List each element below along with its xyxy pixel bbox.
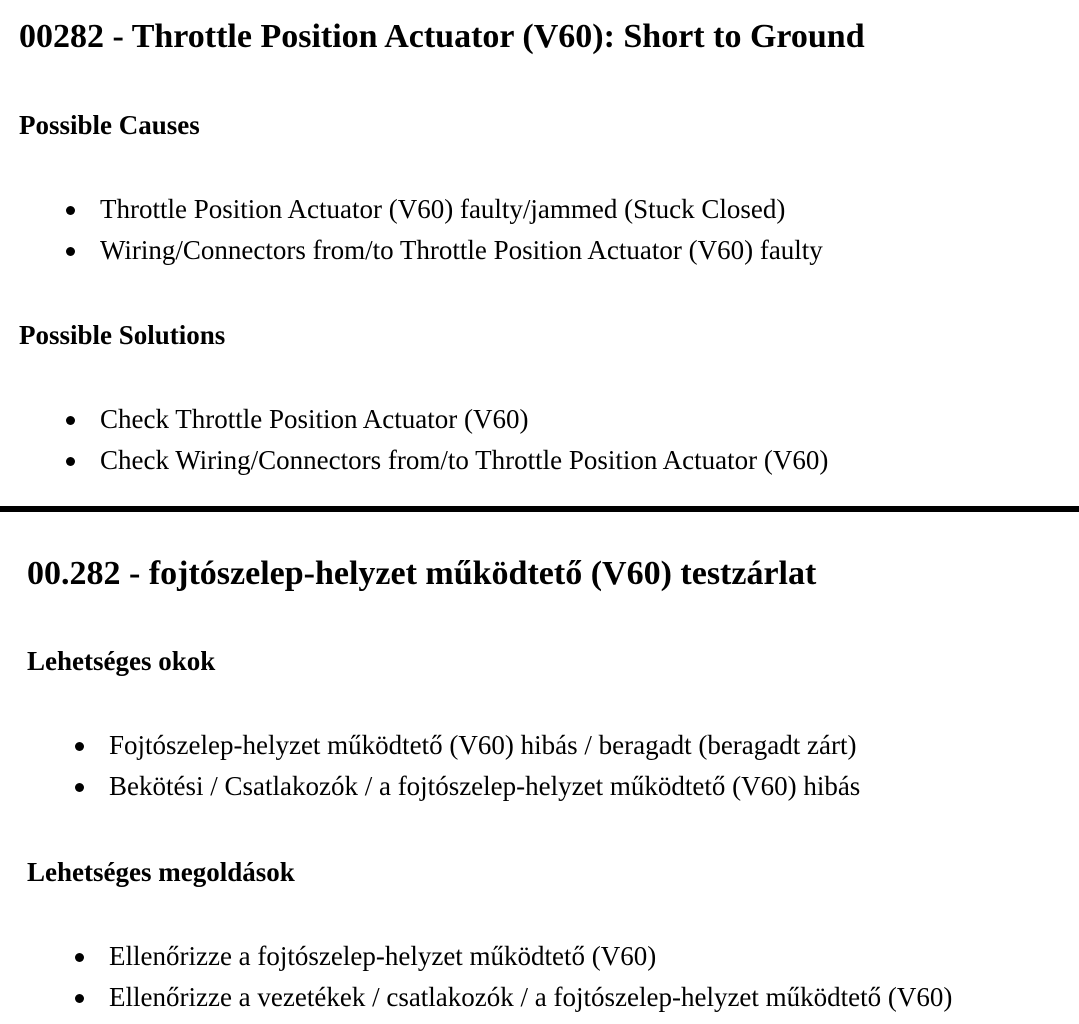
section-divider bbox=[0, 506, 1079, 512]
bullet-icon bbox=[66, 457, 75, 466]
english-causes-heading: Possible Causes bbox=[19, 110, 200, 140]
bullet-icon bbox=[75, 994, 84, 1003]
list-item bbox=[100, 230, 823, 271]
list-item bbox=[109, 766, 860, 807]
english-solutions-heading: Possible Solutions bbox=[19, 320, 226, 350]
bullet-icon bbox=[75, 953, 84, 962]
hungarian-causes-heading: Lehetséges okok bbox=[27, 646, 216, 676]
english-causes-list bbox=[100, 189, 823, 271]
list-item-text: Bekötési / Csatlakozók / a fojtószelep-helyzet működtető (V60) hibás bbox=[109, 771, 861, 801]
list-item-text: Wiring/Connectors from/to Throttle Position Actuator (V60) faulty bbox=[100, 235, 823, 265]
bullet-icon bbox=[75, 783, 84, 792]
english-title: 00282 - Throttle Position Actuator (V60): Short to Ground bbox=[19, 18, 865, 55]
list-item bbox=[100, 189, 823, 230]
list-item-text: Check Wiring/Connectors from/to Throttle Position Actuator (V60) bbox=[100, 445, 829, 475]
list-item-text: Check Throttle Position Actuator (V60) bbox=[100, 404, 529, 434]
hungarian-solutions-heading: Lehetséges megoldások bbox=[27, 857, 295, 887]
english-solutions-list bbox=[100, 399, 828, 481]
bullet-icon bbox=[66, 206, 75, 215]
hungarian-title: 00.282 - fojtószelep-helyzet működtető (V60) testzárlat bbox=[27, 555, 817, 592]
bullet-icon bbox=[75, 742, 84, 751]
list-item bbox=[109, 936, 952, 977]
list-item-text: Ellenőrizze a vezetékek / csatlakozók / a fojtószelep-helyzet működtető (V60) bbox=[109, 982, 953, 1012]
list-item bbox=[109, 725, 860, 766]
list-item bbox=[100, 399, 828, 440]
bullet-icon bbox=[66, 416, 75, 425]
list-item bbox=[100, 440, 828, 481]
list-item-text: Fojtószelep-helyzet működtető (V60) hibás / beragadt (beragadt zárt) bbox=[109, 730, 857, 760]
list-item-text: Throttle Position Actuator (V60) faulty/jammed (Stuck Closed) bbox=[100, 194, 786, 224]
list-item bbox=[109, 977, 952, 1018]
hungarian-solutions-list bbox=[109, 936, 952, 1018]
hungarian-causes-list bbox=[109, 725, 860, 807]
list-item-text: Ellenőrizze a fojtószelep-helyzet működtető (V60) bbox=[109, 941, 657, 971]
bullet-icon bbox=[66, 247, 75, 256]
